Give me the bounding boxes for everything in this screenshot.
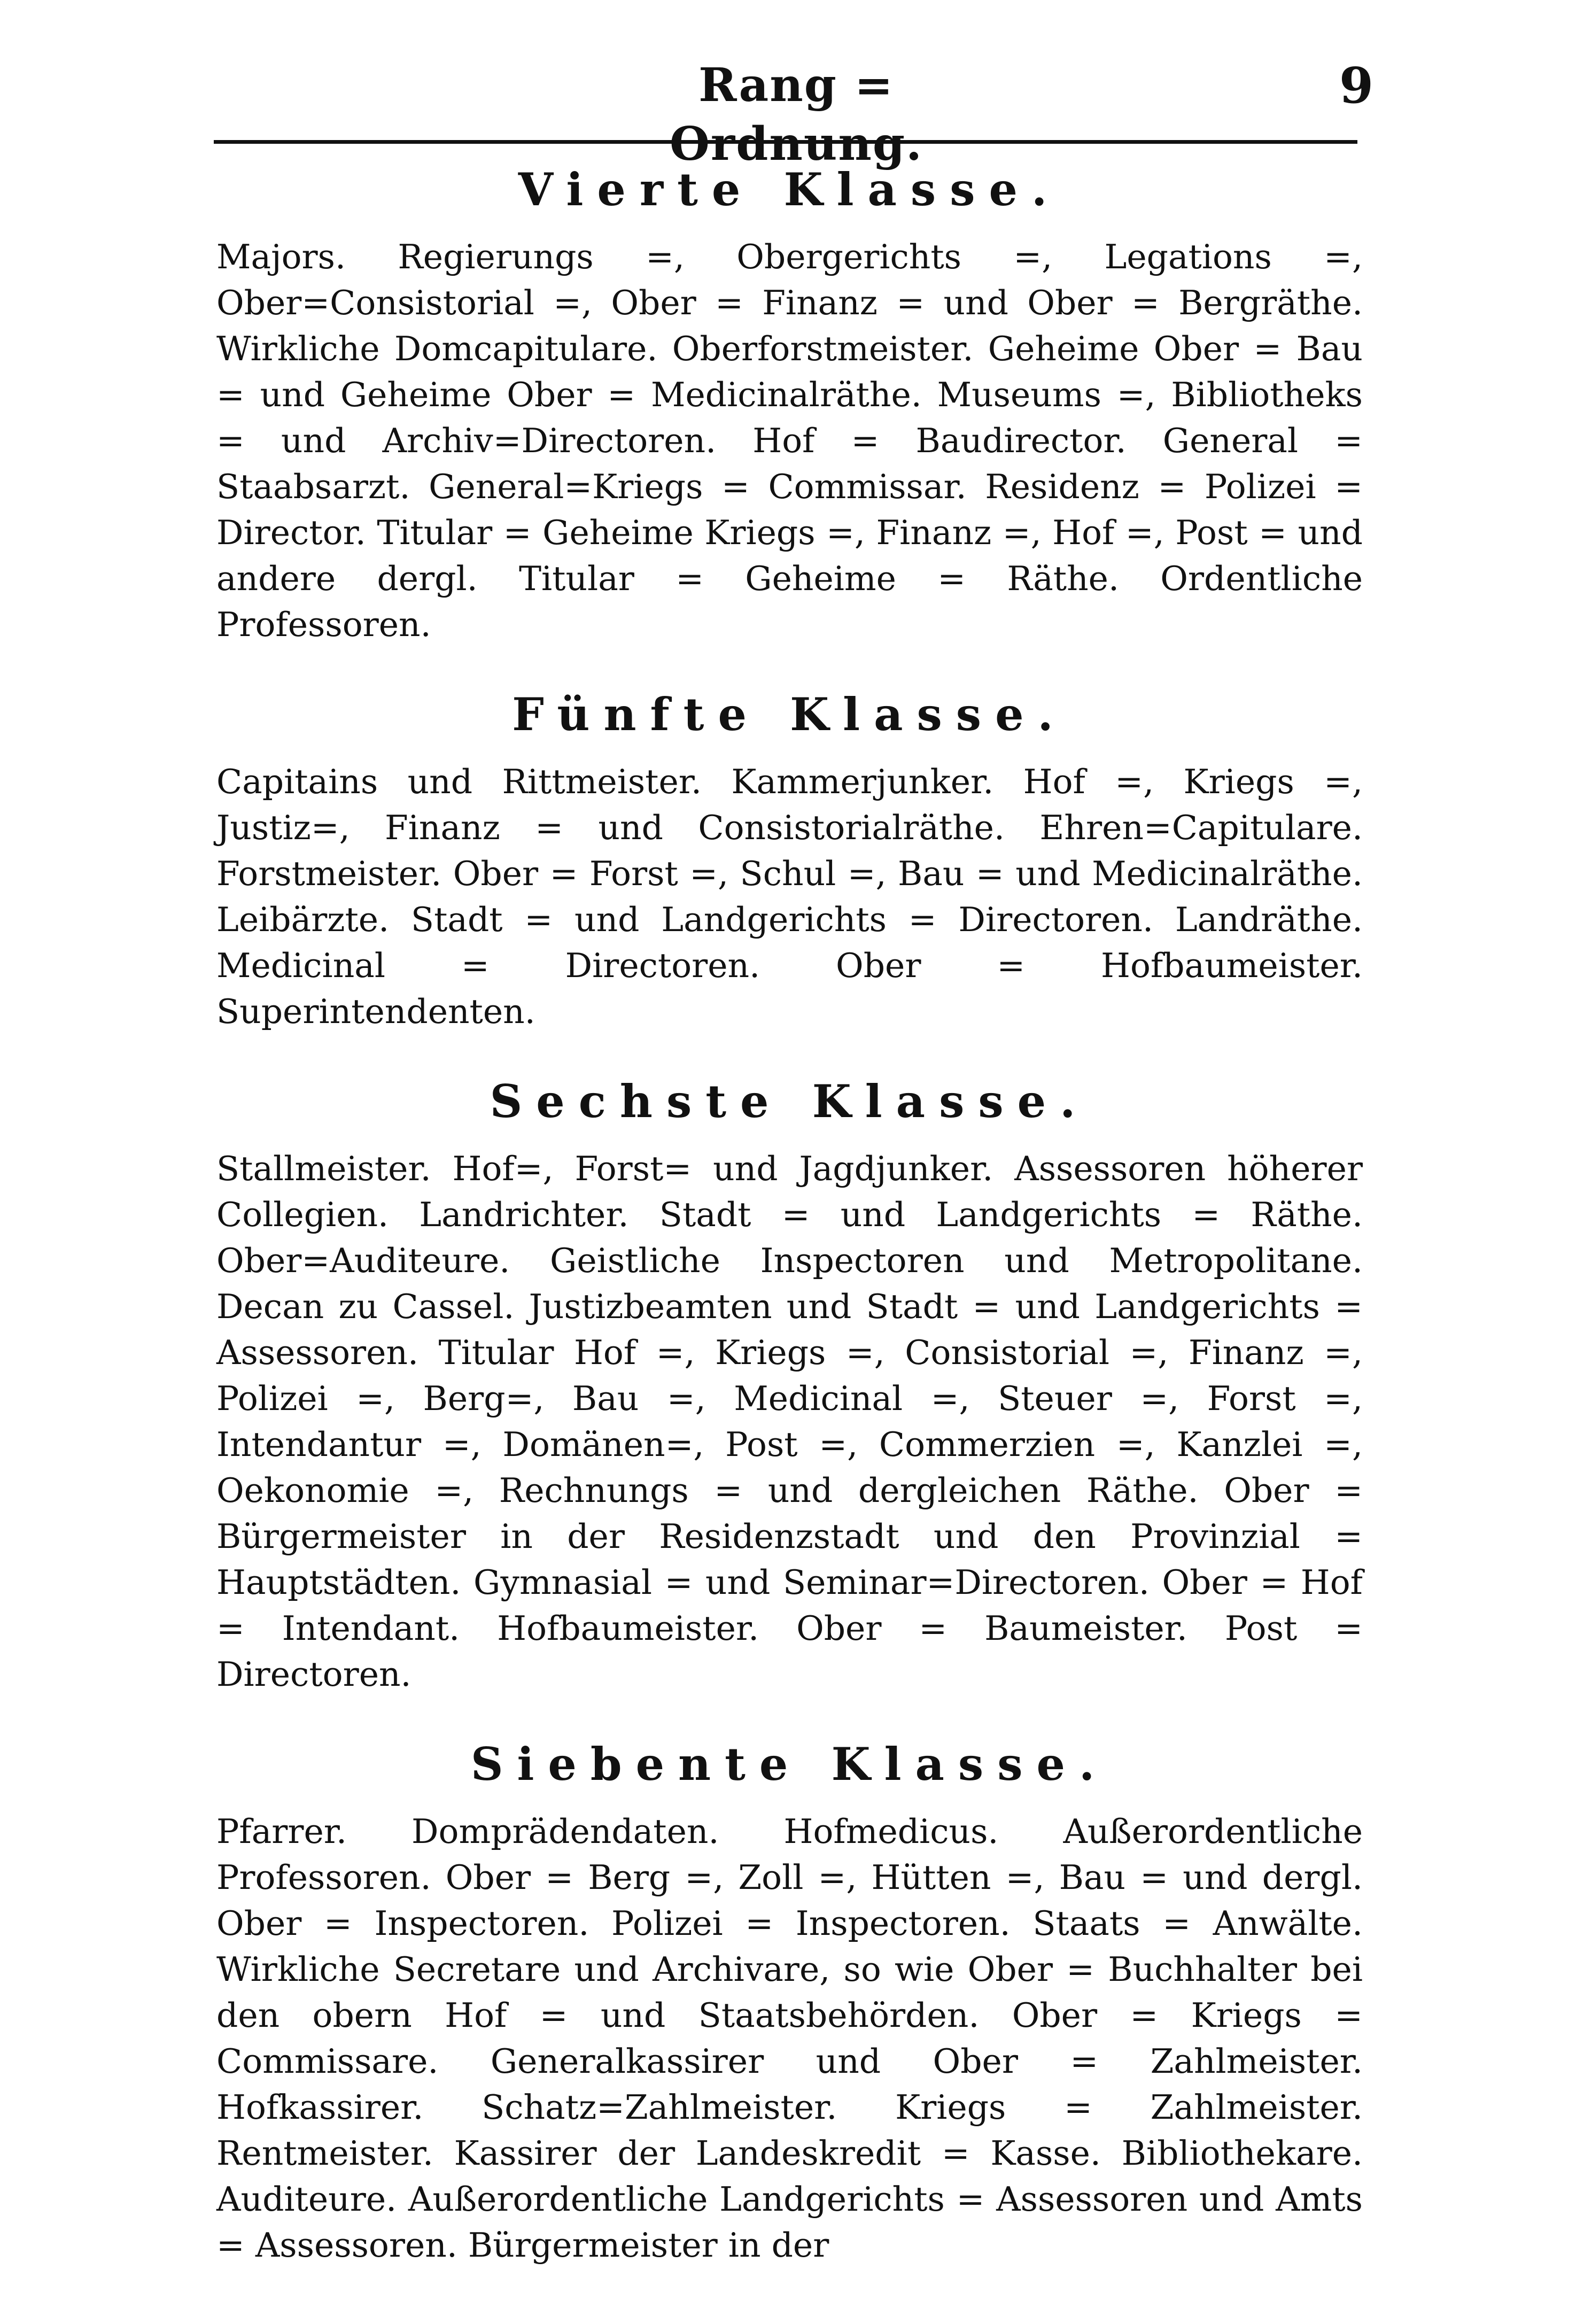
page-number: 9 (1339, 57, 1373, 114)
section-siebente-klasse (216, 1730, 1363, 2268)
section-sechste-klasse (216, 1067, 1363, 1698)
section-heading: Vierte Klasse. (518, 163, 1061, 216)
page-body (216, 155, 1363, 2300)
section-paragraph: Stallmeister. Hof=, Forst= und Jagdjunker. Assessoren höherer Collegien. Landrichter. Stadt = und Landgerichts = Räthe. Ober=Auditeure. Geistliche Inspectoren und Metropolitane. Decan zu Cassel. Justizbeamten und Stadt = und Landgerichts = Assessoren. Titular Hof =, Kriegs =, Consistorial =, Finanz =, Polizei =, Berg=, Bau =, Medicinal =, Steuer =, Forst =, Intendantur =, Domänen=, Post =, Commerzien =, Kanzlei =, Oekonomie =, Rechnungs = und dergleichen Räthe. Ober = Bürgermeister in der Residenzstadt und den Provinzial = Hauptstädten. Gymnasial = und Seminar=Directoren. Ober = Hof = Intendant. Hofbaumeister. Ober = Baumeister. Post = Directoren. (216, 1149, 1363, 1694)
running-header (0, 51, 1584, 171)
section-heading: Fünfte Klasse. (512, 688, 1067, 741)
section-heading: Siebente Klasse. (470, 1738, 1109, 1791)
section-vierte-klasse (216, 155, 1363, 648)
header-rule (214, 140, 1357, 144)
section-fuenfte-klasse (216, 680, 1363, 1035)
section-paragraph: Majors. Regierungs =, Obergerichts =, Legations =, Ober=Consistorial =, Ober = Finanz = und Ober = Bergräthe. Wirkliche Domcapitulare. Oberforstmeister. Geheime Ober = Bau = und Geheime Ober = Medicinalräthe. Museums =, Bibliotheks = und Archiv=Directoren. Hof = Baudirector. General = Staabsarzt. General=Kriegs = Commissar. Residenz = Polizei = Director. Titular = Geheime Kriegs =, Finanz =, Hof =, Post = und andere dergl. Titular = Geheime = Räthe. Ordentliche Professoren. (216, 237, 1363, 644)
running-title: Rang = Ordnung. (669, 58, 923, 171)
section-paragraph: Pfarrer. Domprädendaten. Hofmedicus. Außerordentliche Professoren. Ober = Berg =, Zoll =, Hütten =, Bau = und dergl. Ober = Inspectoren. Polizei = Inspectoren. Staats = Anwälte. Wirkliche Secretare und Archivare, so wie Ober = Buchhalter bei den obern Hof = und Staatsbehörden. Ober = Kriegs = Commissare. Generalkassirer und Ober = Zahlmeister. Hofkassirer. Schatz=Zahlmeister. Kriegs = Zahlmeister. Rentmeister. Kassirer der Landeskredit = Kasse. Bibliothekare. Auditeure. Außerordentliche Landgerichts = Assessoren und Amts = Assessoren. Bürgermeister in der (216, 1812, 1363, 2265)
section-paragraph: Capitains und Rittmeister. Kammerjunker. Hof =, Kriegs =, Justiz=, Finanz = und Consistorialräthe. Ehren=Capitulare. Forstmeister. Ober = Forst =, Schul =, Bau = und Medicinalräthe. Leibärzte. Stadt = und Landgerichts = Directoren. Landräthe. Medicinal = Directoren. Ober = Hofbaumeister. Superintendenten. (216, 762, 1363, 1031)
section-heading: Sechste Klasse. (490, 1075, 1090, 1128)
